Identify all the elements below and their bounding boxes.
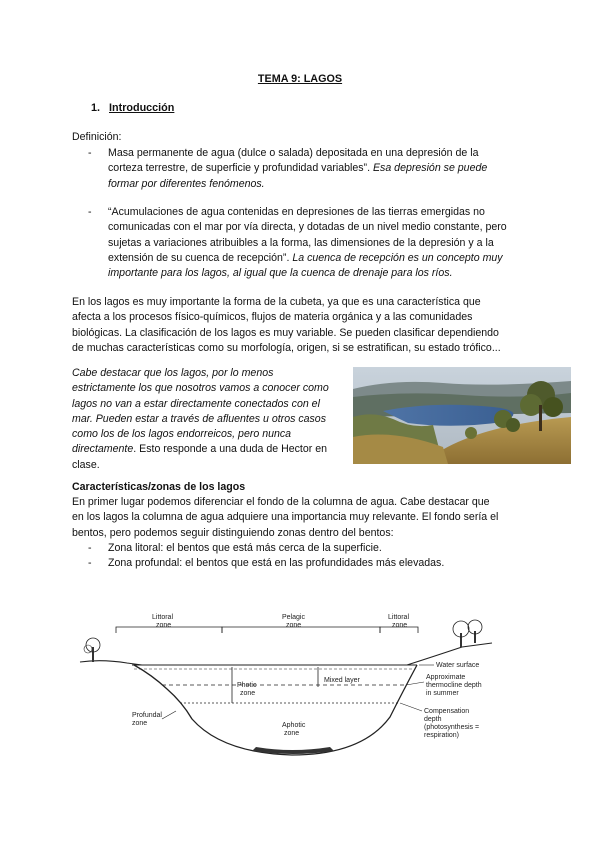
- tree-left: [84, 638, 100, 662]
- label-compensation-4: respiration): [424, 732, 460, 739]
- lake-photo: [353, 367, 571, 464]
- label-thermocline-2: thermocline depth: [426, 682, 482, 689]
- def2-line-4-italic: La cuenca de recepción es un concepto muy: [292, 251, 503, 264]
- label-profundal: Profundal: [132, 712, 162, 719]
- bullet-marker: -: [88, 557, 92, 569]
- label-photic: Photic: [237, 682, 257, 689]
- def2-line-1: “Acumulaciones de agua contenidas en depresiones de las tierras emergidas no: [108, 206, 485, 218]
- def2-line-4-text: extensión de su cuenca de recepción”.: [108, 251, 290, 264]
- label-aphotic: Aphotic: [282, 722, 306, 729]
- bullet-marker: -: [88, 206, 92, 218]
- label-zone: zone: [392, 622, 408, 629]
- zone-litoral: Zona litoral: el bentos que está más cerca de la superficie.: [108, 542, 382, 554]
- bullet-marker: -: [88, 147, 92, 159]
- label-littoral-right: Littoral: [388, 614, 410, 621]
- section-label: Introducción: [109, 102, 175, 114]
- paragraph-cubeta: [72, 295, 528, 356]
- label-compensation-2: depth: [424, 716, 442, 723]
- label-thermocline-3: in summer: [426, 690, 459, 697]
- para2-line: En primer lugar podemos diferenciar el fondo de la columna de agua. Cabe destacar que: [72, 496, 490, 508]
- label-compensation-3: (photosynthesis =: [424, 724, 480, 731]
- para2-line: en los lagos la columna de agua adquiere una importancia muy relevante. El fondo sería el: [72, 511, 499, 524]
- note-line-4: mar. Pueden estar a través de afluentes u otros casos: [72, 412, 326, 425]
- para1-line: biológicas. La clasificación de los lagos es muy variable. Se pueden clasificar dependiendo: [72, 326, 499, 339]
- label-zone: zone: [286, 622, 302, 629]
- def2-line-3: sujetas a variaciones atribuibles a la forma, las dimensiones de la depresión y a la: [108, 236, 494, 249]
- para1-line: En los lagos es muy importante la forma de la cubeta, ya que es una característica que: [72, 296, 481, 308]
- section-heading: [91, 101, 174, 116]
- para2-line: bentos, pero podemos seguir distinguiendo zonas dentro del bentos:: [72, 526, 394, 539]
- paragraph-bentos: [72, 495, 528, 541]
- label-thermocline-1: Approximate: [426, 674, 466, 681]
- label-zone: zone: [156, 622, 172, 629]
- definition-2: [108, 205, 528, 281]
- section-number: 1.: [91, 102, 101, 114]
- note-line-7: clase.: [72, 458, 100, 471]
- tree-right: [453, 620, 482, 647]
- lake-zones-diagram: [72, 607, 532, 765]
- para1-line: de muchas características como su morfología, origen, si se estratifican, su estado trófico...: [72, 341, 501, 354]
- definition-label: Definición:: [72, 131, 122, 143]
- note-line-6-italic: directamente: [72, 443, 134, 456]
- lake-basin: [134, 665, 417, 755]
- note-line-2: estrictamente los que nosotros vamos a conocer como: [72, 382, 329, 395]
- def1-line-2-text: corteza terrestre, de superficie y profundidad variables”.: [108, 162, 371, 175]
- label-zone: zone: [240, 690, 256, 697]
- note-line-3: lagos no van a estar directamente conectados con el: [72, 397, 320, 410]
- def1-line-2: [108, 161, 528, 176]
- note-paragraph: [72, 366, 342, 473]
- note-line-6-text: . Esto responde a una duda de Hector en: [133, 443, 328, 456]
- bullet-marker: -: [88, 542, 92, 554]
- def1-line-1: Masa permanente de agua (dulce o salada) depositada en una depresión de la: [108, 147, 479, 159]
- label-zone: zone: [132, 720, 148, 727]
- def1-line-2-italic: Esa depresión se puede: [372, 162, 488, 175]
- def2-line-2: comunicadas con el mar por vía directa, y dotadas de un nivel medio constante, pero: [108, 221, 507, 234]
- def2-line-4: [108, 251, 528, 266]
- left-shore: [80, 661, 142, 665]
- subheading-zones: Características/zonas de los lagos: [72, 481, 246, 493]
- note-line-5: como los de los lagos endorreicos, pero nunca: [72, 428, 292, 441]
- label-littoral-left: Littoral: [152, 614, 174, 621]
- para1-line: afecta a los procesos físico-químicos, flujos de materia orgánica y a las comunidades: [72, 311, 473, 324]
- note-line-1: Cabe destacar que los lagos, por lo menos: [72, 367, 274, 379]
- zone-profundal: Zona profundal: el bentos que está en las profundidades más elevadas.: [108, 557, 445, 569]
- note-line-6: [72, 442, 342, 457]
- def1-line-3: formar por diferentes fenómenos.: [108, 177, 265, 190]
- label-zone: zone: [284, 730, 300, 737]
- def2-line-5: importante para los lagos, al igual que la cuenca de drenaje para los ríos.: [108, 267, 453, 280]
- label-mixed-layer: Mixed layer: [324, 677, 360, 684]
- label-pelagic: Pelagic: [282, 614, 305, 621]
- definition-1: [108, 146, 528, 192]
- page-title: TEMA 9: LAGOS: [257, 73, 343, 85]
- label-water-surface: Water surface: [436, 662, 480, 669]
- label-compensation-1: Compensation: [424, 708, 470, 715]
